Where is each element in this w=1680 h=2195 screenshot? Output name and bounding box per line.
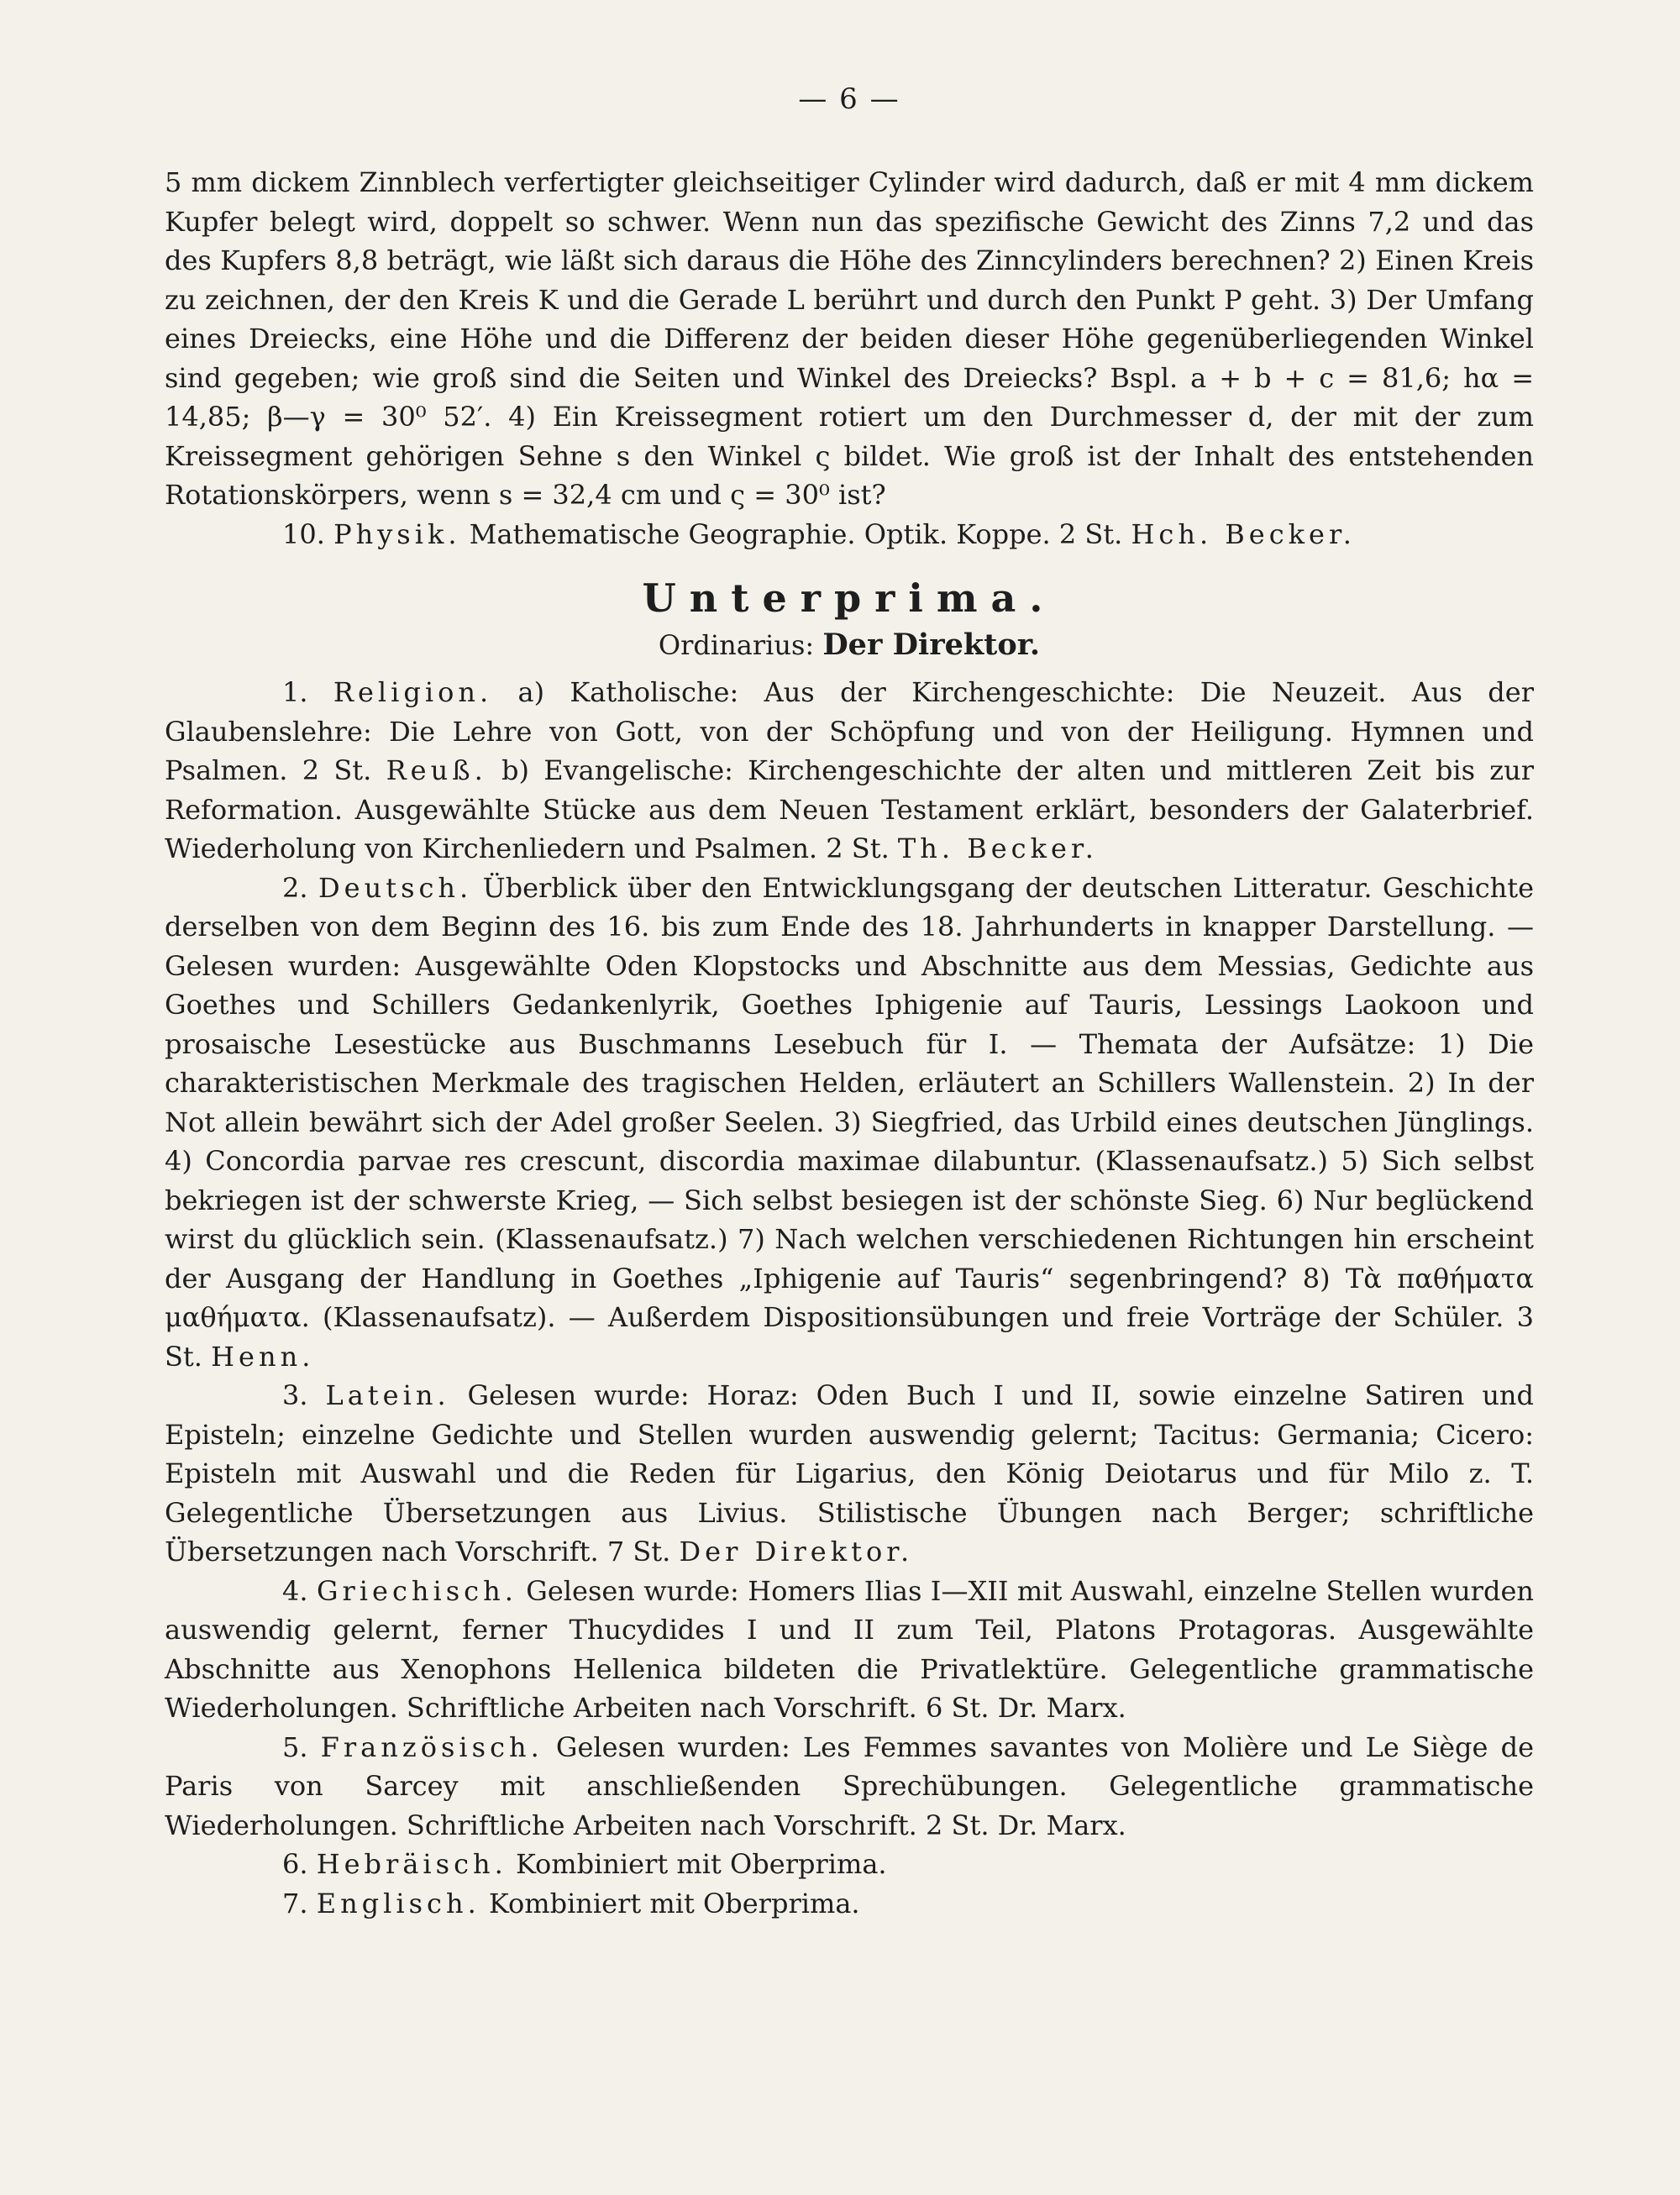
subject-number: 7. xyxy=(282,1887,308,1919)
subject-englisch xyxy=(165,1884,1534,1924)
subject-title: Englisch. xyxy=(316,1887,480,1919)
page-number: — 6 — xyxy=(798,82,900,116)
subject-teacher: Dr. Marx. xyxy=(997,1809,1126,1841)
physik-text: Mathematische Geographie. Optik. Koppe. 2 St. xyxy=(469,517,1123,550)
intro-continuation-text: 5 mm dickem Zinnblech verfertigter gleichseitiger Cylinder wird dadurch, daß er mit 4 mm dickem Kupfer belegt wird, doppelt so schwer. Wenn nun das spezifische Gewicht des Zinns 7,2 und das des Kupfers 8,8 beträgt, wie läßt sich daraus die Höhe des Zinncylinders berechnen? 2) Einen Kreis zu zeichnen, der den Kreis K und die Gerade L berührt und durch den Punkt P geht. 3) Der Umfang eines Dreiecks, eine Höhe und die Differenz der beiden dieser Höhe gegenüberliegenden Winkel sind gegeben; wie groß sind die Seiten und Winkel des Dreiecks? Bspl. a + b + c = 81,6; hα = 14,85; β—γ = 30⁰ 52′. 4) Ein Kreissegment rotiert um den Durchmesser d, der mit der zum Kreissegment gehörigen Sehne s den Winkel ς bildet. Wie groß ist der Inhalt des entstehenden Rotationskörpers, wenn s = 32,4 cm und ς = 30⁰ ist? xyxy=(165,166,1534,511)
subject-text: Gelesen wurde: Homers Ilias I—XII mit Auswahl, einzelne Stellen wurden auswendig gelernt, ferner Thucydides I und II zum Teil, Platons Protagoras. Ausgewählte Abschnitte aus Xenophons Hellenica bildeten die Privatlektüre. Gelegentliche grammatische Wiederholungen. Schriftliche Arbeiten nach Vorschrift. 6 St. xyxy=(165,1574,1535,1724)
subject-teacher: Henn. xyxy=(211,1340,315,1373)
subject-teacher-evangelical: Th. Becker. xyxy=(897,832,1098,864)
subject-deutsch xyxy=(165,869,1534,1377)
subject-franzoesisch xyxy=(165,1728,1534,1846)
ordinarius-line xyxy=(165,626,1534,664)
subject-title: Griechisch. xyxy=(316,1574,517,1607)
subject-text-catholic: a) Katholische: Aus der Kirchengeschichte: Die Neuzeit. Aus der Glaubenslehre: Die Lehre von Gott, von der Schöpfung und von der Heiligung. Hymnen und Psalmen. 2 St. xyxy=(165,676,1535,786)
intro-continuation-paragraph xyxy=(165,163,1534,515)
physik-title: Physik. xyxy=(333,517,461,550)
subject-number: 3. xyxy=(282,1379,308,1411)
subject-text-evangelical: b) Evangelische: Kirchengeschichte der alten und mittleren Zeit bis zur Reformation. Ausgewählte Stücke aus dem Neuen Testament erklärt, besonders der Galaterbrief. Wiederholung von Kirchenliedern und Psalmen. 2 St. xyxy=(165,754,1535,864)
subject-text: Kombiniert mit Oberprima. xyxy=(488,1887,860,1919)
subject-title: Deutsch. xyxy=(318,871,473,904)
subject-teacher-catholic: Reuß. xyxy=(386,754,487,786)
subject-teacher: Der Direktor. xyxy=(679,1536,914,1567)
subject-griechisch xyxy=(165,1572,1534,1728)
physik-number: 10. xyxy=(282,517,325,550)
subject-title: Latein. xyxy=(325,1379,450,1411)
subject-hebraeisch xyxy=(165,1845,1534,1884)
subject-title: Religion. xyxy=(333,676,493,708)
subject-number: 4. xyxy=(282,1574,308,1607)
subject-number: 2. xyxy=(282,871,308,904)
section-heading: Unterprima. xyxy=(642,575,1057,621)
subject-text: Kombiniert mit Oberprima. xyxy=(515,1848,887,1880)
subject-text: Gelesen wurde: Horaz: Oden Buch I und II, sowie einzelne Satiren und Episteln; einzelne Gedichte und Stellen wurden auswendig gelernt; Tacitus: Germania; Cicero: Episteln mit Auswahl und die Reden für Ligarius, den König Deiotarus und für Milo z. T. Gelegentliche Übersetzungen aus Livius. Stilistische Übungen nach Berger; schriftliche Übersetzungen nach Vorschrift. 7 St. xyxy=(165,1379,1535,1567)
document-page xyxy=(165,82,1534,1923)
physik-paragraph xyxy=(165,515,1534,554)
subject-number: 5. xyxy=(282,1730,308,1763)
subject-text: Gelesen wurden: Les Femmes savantes von Molière und Le Siège de Paris von Sarcey mit anschließenden Sprechübungen. Gelegentliche grammatische Wiederholungen. Schriftliche Arbeiten nach Vorschrift. 2 St. xyxy=(165,1730,1535,1841)
subject-text: Überblick über den Entwicklungsgang der deutschen Litteratur. Geschichte derselben von dem Beginn des 16. bis zum Ende des 18. Jahrhunderts in knapper Darstellung. — Gelesen wurden: Ausgewählte Oden Klopstocks und Abschnitte aus dem Messias, Gedichte aus Goethes und Schillers Gedankenlyrik, Goethes Iphigenie auf Tauris, Lessings Laokoon und prosaische Lesestücke aus Buschmanns Lesebuch für I. — Themata der Aufsätze: 1) Die charakteristischen Merkmale des tragischen Helden, erläutert an Schillers Wallenstein. 2) In der Not allein bewährt sich der Adel großer Seelen. 3) Siegfried, das Urbild eines deutschen Jünglings. 4) Concordia parvae res crescunt, discordia maximae dilabuntur. (Klassenaufsatz.) 5) Sich selbst bekriegen ist der schwerste Krieg, — Sich selbst besiegen ist der schönste Sieg. 6) Nur beglückend wirst du glücklich sein. (Klassenaufsatz.) 7) Nach welchen verschiedenen Richtungen hin erscheint der Ausgang der Handlung in Goethes „Iphigenie auf Tauris“ segenbringend? 8) Τὰ παθήματα μαθήματα. (Klassenaufsatz). — Außerdem Dispositionsübungen und freie Vorträge der Schüler. 3 St. xyxy=(165,871,1535,1373)
subject-teacher: Dr. Marx. xyxy=(997,1692,1126,1724)
subject-number: 1. xyxy=(282,676,308,708)
ordinarius-name: Der Direktor. xyxy=(822,628,1041,662)
subject-latein xyxy=(165,1376,1534,1572)
ordinarius-label: Ordinarius: xyxy=(658,629,815,661)
physik-teacher: Hch. Becker. xyxy=(1131,517,1356,550)
subject-title: Französisch. xyxy=(320,1730,543,1763)
subject-religion xyxy=(165,673,1534,869)
subject-number: 6. xyxy=(282,1848,308,1880)
subject-title: Hebräisch. xyxy=(316,1848,507,1880)
